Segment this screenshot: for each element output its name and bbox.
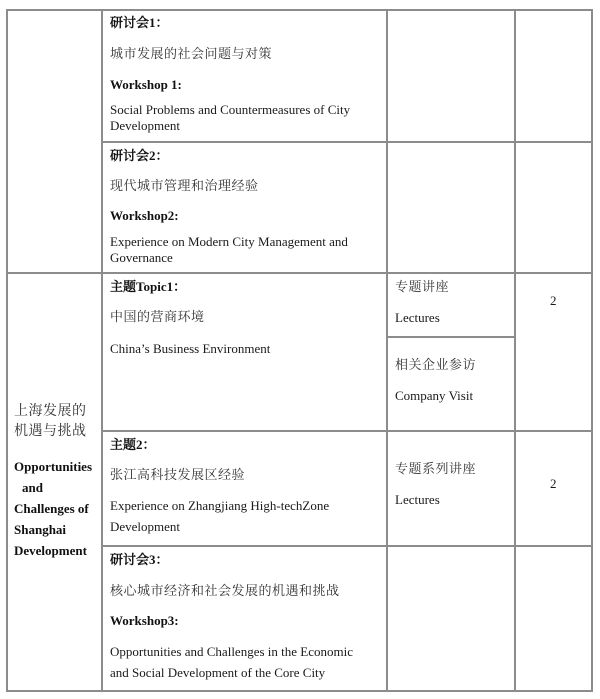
- section-title-en-line2: and: [22, 480, 43, 495]
- section-title-en-line1: Opportunities: [14, 459, 93, 474]
- col-divider-2: [386, 9, 388, 692]
- workshop3-subtitle-en-line1: Opportunities and Challenges in the Economic: [110, 644, 353, 659]
- workshop1-title-en: Workshop 1:: [110, 77, 182, 92]
- workshop1-subtitle-en-line1: Social Problems and Countermeasures of City: [110, 102, 351, 117]
- section-title-en-line5: Development: [14, 543, 87, 558]
- col-divider-3: [514, 9, 516, 692]
- section-title-cn-line2: 机遇与挑战: [14, 424, 87, 439]
- section-title-cn-line1: 上海发展的: [14, 404, 87, 419]
- topic1-subtitle-cn: 中国的营商环境: [110, 309, 205, 324]
- col-divider-1: [101, 9, 103, 692]
- topic2-subtitle-en-line2: Development: [110, 519, 181, 534]
- workshop2-subtitle-en-line2: Governance: [110, 250, 173, 265]
- topic1-subtitle-en: China’s Business Environment: [110, 341, 271, 356]
- row-divider-sub: [386, 336, 516, 338]
- topic2-format1-en: Lectures: [395, 492, 440, 507]
- topic1-hours: 2: [550, 293, 557, 308]
- topic2-subtitle-cn: 张江高科技发展区经验: [110, 467, 246, 482]
- workshop3-title-en: Workshop3:: [110, 613, 179, 628]
- section-title-en-line3: Challenges of: [14, 501, 89, 516]
- workshop3-subtitle-cn: 核心城市经济和社会发展的机遇和挑战: [110, 583, 340, 598]
- section-title-en-line4: Shanghai: [14, 522, 67, 537]
- topic1-format1-cn: 专题讲座: [395, 279, 450, 294]
- workshop2-subtitle-cn: 现代城市管理和治理经验: [110, 178, 259, 193]
- topic2-title-cn: 主题2：: [110, 437, 156, 452]
- topic1-title-cn: 主题Topic1：: [110, 279, 187, 294]
- topic1-format1-en: Lectures: [395, 310, 440, 325]
- workshop2-title-en: Workshop2:: [110, 208, 179, 223]
- topic1-format2-cn: 相关企业参访: [395, 357, 477, 372]
- workshop1-subtitle-cn: 城市发展的社会问题与对策: [110, 46, 273, 61]
- topic2-hours: 2: [550, 476, 557, 491]
- row-divider-2: [6, 272, 593, 274]
- row-divider-3: [101, 430, 593, 432]
- workshop1-subtitle-en-line2: Development: [110, 118, 181, 133]
- workshop3-subtitle-en-line2: and Social Development of the Core City: [110, 665, 326, 680]
- workshop2-subtitle-en-line1: Experience on Modern City Management and: [110, 234, 348, 249]
- row-divider-4: [101, 545, 593, 547]
- row-divider-1: [101, 141, 593, 143]
- workshop3-title-cn: 研讨会3：: [110, 552, 169, 567]
- topic2-format1-cn: 专题系列讲座: [395, 461, 477, 476]
- topic2-subtitle-en-line1: Experience on Zhangjiang High-techZone: [110, 498, 330, 513]
- workshop1-title-cn: 研讨会1：: [110, 15, 169, 30]
- topic1-format2-en: Company Visit: [395, 388, 474, 403]
- workshop2-title-cn: 研讨会2：: [110, 148, 169, 163]
